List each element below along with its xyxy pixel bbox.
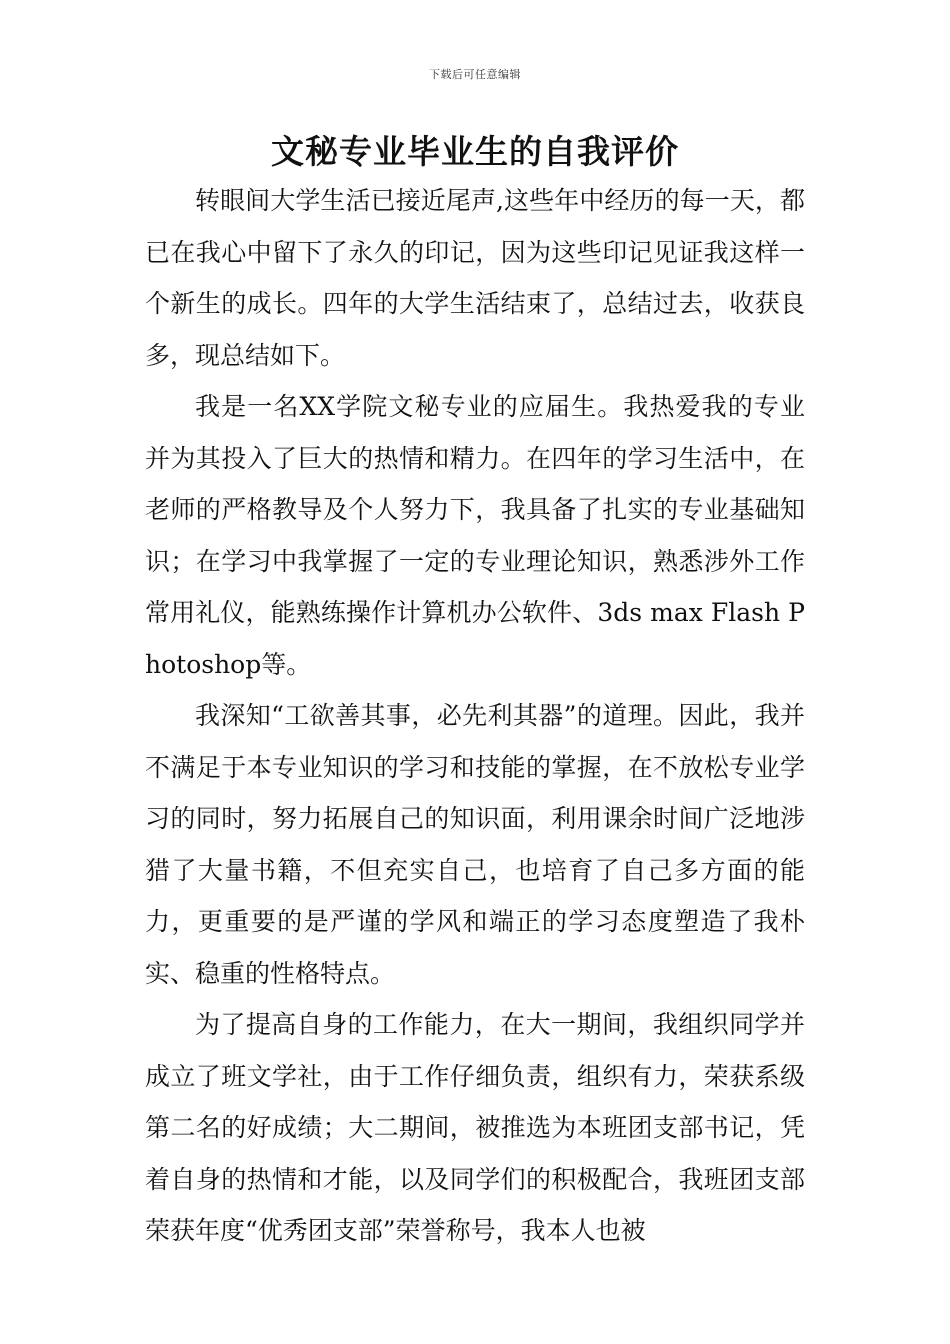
paragraph-2: 我是一名XX学院文秘专业的应届生。我热爱我的专业并为其投入了巨大的热情和精力。在四年的学习生活中，在老师的严格教导及个人努力下，我具备了扎实的专业基础知识；在学习中我掌握了一定的专业理论知识，熟悉涉外工作常用礼仪，能熟练操作计算机办公软件、3ds max Flash Photoshop等。 xyxy=(145,392,805,679)
document-body xyxy=(145,175,805,1257)
document-title: 文秘专业毕业生的自我评价 xyxy=(271,132,679,171)
header-note: 下载后可任意编辑 xyxy=(429,68,521,81)
paragraph-3: 我深知“工欲善其事，必先利其器”的道理。因此，我并不满足于本专业知识的学习和技能的掌握，在不放松专业学习的同时，努力拓展自己的知识面，利用课余时间广泛地涉猎了大量书籍，不但充实自己，也培育了自己多方面的能力，更重要的是严谨的学风和端正的学习态度塑造了我朴实、稳重的性格特点。 xyxy=(145,701,805,988)
paragraph-4: 为了提高自身的工作能力，在大一期间，我组织同学并成立了班文学社，由于工作仔细负责，组织有力，荣获系级第二名的好成绩；大二期间，被推选为本班团支部书记，凭着自身的热情和才能，以及同学们的积极配合，我班团支部荣获年度“优秀团支部”荣誉称号，我本人也被 xyxy=(145,1010,805,1245)
paragraph-1: 转眼间大学生活已接近尾声,这些年中经历的每一天，都已在我心中留下了永久的印记，因为这些印记见证我这样一个新生的成长。四年的大学生活结束了，总结过去，收获良多，现总结如下。 xyxy=(145,186,805,370)
